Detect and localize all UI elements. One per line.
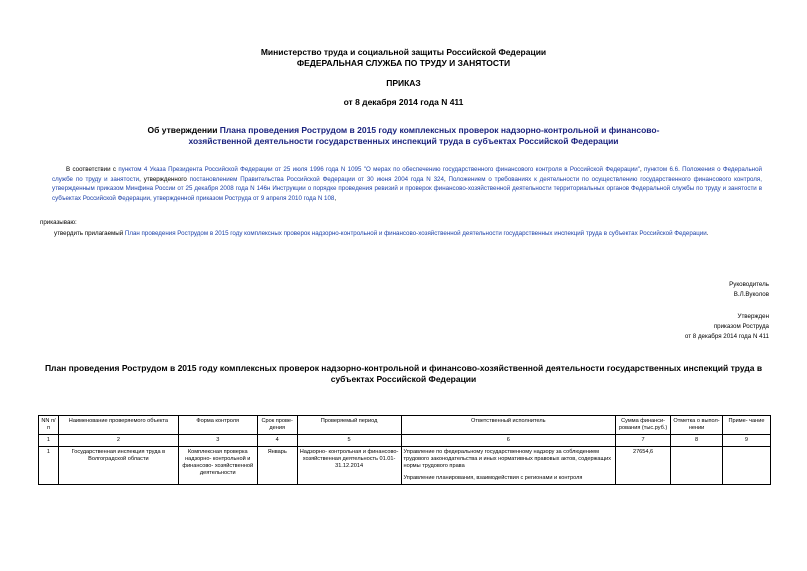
document-type: ПРИКАЗ: [386, 78, 421, 88]
signature-name: В.Л.Вуколов: [733, 291, 769, 298]
column-header: Сумма финанси- рования (тыс.руб.): [616, 416, 671, 435]
plan-title: План проведения Рострудом в 2015 году комплексных проверок надзорно-контрольной и финансово-хозяйственной деятельности государственных инспекций труда в субъектах Российской Федерации: [44, 363, 763, 384]
inspection-term: Январь: [257, 447, 297, 485]
preamble-link-requirements[interactable]: Положением о требованиях к деятельности по осуществлению государственного финансового контроля, утвержденным приказом Минфина России от 25 декабря 2008 года N 146н: [52, 175, 762, 192]
preamble-text: ,: [443, 175, 449, 183]
column-number: 8: [671, 435, 723, 447]
table-row: [39, 447, 771, 485]
column-number: 9: [722, 435, 770, 447]
column-header: Срок прове- дения: [257, 416, 297, 435]
title-prefix: Об утверждении: [147, 125, 220, 135]
column-number: 3: [178, 435, 257, 447]
responsible-executor: [401, 447, 616, 485]
preamble-link-regulation[interactable]: пунктом 6.6. Положения о Федеральной службе по труду и занятости: [52, 166, 762, 183]
column-number: 2: [58, 435, 178, 447]
document-title: [120, 125, 687, 147]
control-form: Комплексная проверка надзорно- контрольной и финансово- хозяйственной деятельности: [178, 447, 257, 485]
column-number: 4: [257, 435, 297, 447]
column-number: 7: [616, 435, 671, 447]
preamble-link-resolution[interactable]: постановлением Правительства Российской Федерации от 30 июня 2004 года N 324: [189, 175, 444, 183]
service-name: ФЕДЕРАЛЬНАЯ СЛУЖБА ПО ТРУДУ И ЗАНЯТОСТИ: [296, 58, 511, 68]
preamble-link-instruction[interactable]: Инструкции о порядке проведения ревизий и проверок финансово-хозяйственной деятельности территориальных органов Федеральной службы по труду и занятости в субъектах Российской Федерации, утвержденной приказом Роструда от 9 апреля 2010 года N 108: [52, 185, 762, 202]
preamble-text: , утвержденного: [139, 175, 190, 183]
executor-department-1: Управление по федеральному государственному надзору за соблюдением трудового законодательства и иных нормативных правовых актов, содержащих нормы трудового права: [403, 449, 612, 469]
order-plan-link[interactable]: План проведения Рострудом в 2015 году комплексных проверок надзорно-контрольной и финансово-хозяйственной деятельности государственных инспекций труда в субъектах Российской Федерации: [124, 230, 707, 237]
inspected-object: Государственная инспекция труда в Волгоградской области: [58, 447, 178, 485]
order-paragraph: [40, 229, 762, 239]
order-command: приказываю:: [40, 219, 77, 226]
preamble-paragraph: [52, 165, 762, 203]
order-text: .: [706, 230, 709, 237]
column-header: Форма контроля: [178, 416, 257, 435]
plan-table: [38, 415, 771, 485]
column-number: 5: [297, 435, 401, 447]
column-header: Наименование проверяемого объекта: [58, 416, 178, 435]
preamble-link-decree[interactable]: пунктом 4 Указа Президента Российской Федерации от 25 июля 1996 года N 1095 "О мерах по обеспечению государственного финансового контроля в Российской Федерации": [118, 166, 640, 173]
executor-department-2: Управление планирования, взаимодействия с регионами и контроля: [403, 475, 583, 481]
approval-line-2: приказом Роструда: [713, 323, 769, 330]
column-number: 6: [401, 435, 616, 447]
table-header-row: [39, 416, 771, 435]
inspected-period: Надзорно- контрольная и финансово- хозяйственная деятельность 01.01-31.12.2014: [297, 447, 401, 485]
document-date-number: от 8 декабря 2014 года N 411: [343, 97, 464, 107]
title-link[interactable]: Плана проведения Рострудом в 2015 году комплексных проверок надзорно-контрольной и финансово-хозяйственной деятельности государственных инспекций труда в субъектах Российской Федерации: [188, 125, 660, 146]
column-header: Ответственный исполнитель: [401, 416, 616, 435]
column-header: Проверяемый период: [297, 416, 401, 435]
approval-line-3: от 8 декабря 2014 года N 411: [684, 333, 769, 340]
signature-position: Руководитель: [729, 281, 769, 288]
column-number: 1: [39, 435, 59, 447]
preamble-text: В соответствии с: [66, 166, 119, 173]
row-number: 1: [39, 447, 59, 485]
preamble-text: ,: [639, 166, 645, 173]
column-number-row: [39, 435, 771, 447]
column-header: NN п/п: [39, 416, 59, 435]
order-text: утвердить прилагаемый: [54, 230, 125, 237]
column-header: Отметка о выпол- нении: [671, 416, 723, 435]
funding-sum: 27654,6: [616, 447, 671, 485]
preamble-text: ,: [334, 194, 337, 202]
completion-mark: [671, 447, 723, 485]
ministry-name: Министерство труда и социальной защиты Российской Федерации: [260, 47, 547, 57]
approval-line-1: Утвержден: [737, 313, 769, 320]
note: [722, 447, 770, 485]
column-header: Приме- чание: [722, 416, 770, 435]
